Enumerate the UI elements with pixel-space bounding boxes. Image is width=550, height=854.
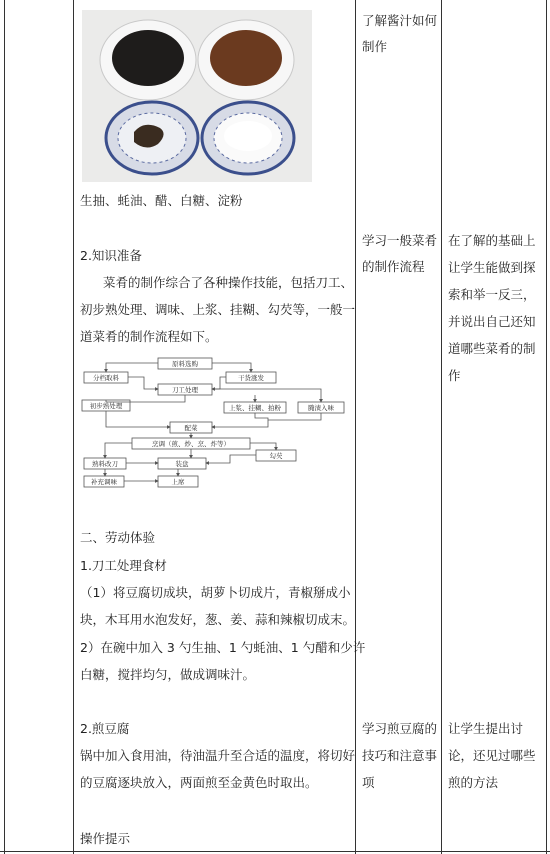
goal-sauce-line-2: 制作	[362, 39, 388, 54]
seasoning-photo	[82, 10, 312, 182]
flow-sort: 分档取料	[93, 374, 119, 382]
step2-line-2: 白糖，搅拌均匀，做成调味汁。	[80, 667, 256, 682]
flow-knife: 刀工处理	[172, 386, 198, 394]
section-labor-heading: 二、劳动体验	[80, 530, 156, 545]
goal-fry-line-1: 学习煎豆腐的	[362, 721, 438, 736]
flow-cook: 烹调（煎、炒、烹、炸等）	[152, 440, 230, 448]
fry-line-2: 的豆腐逐块放入，两面煎至金黄色时取出。	[80, 775, 318, 790]
goal-flow-line-1: 学习一般菜肴	[362, 233, 438, 248]
intent-flow-line-4: 并说出自己还知	[448, 314, 536, 329]
flow-table: 上席	[171, 478, 185, 486]
intent-flow-line-5: 道哪些菜肴的制	[448, 341, 536, 356]
intent-flow-line-3: 索和举一反三，	[448, 287, 536, 302]
fry-line-1: 锅中加入食用油，待油温升至合适的温度，将切好	[80, 748, 356, 763]
flow-pre: 初步熟处理	[89, 402, 123, 410]
intent-flow-line-1: 在了解的基础上	[448, 233, 536, 248]
intent-flow-line-6: 作	[448, 368, 461, 383]
intent-flow-line-2: 让学生能做到探	[448, 260, 536, 275]
table-border-left	[4, 0, 5, 854]
step1-line-2: 块，木耳用水泡发好，葱、姜、蒜和辣椒切成末。	[80, 612, 356, 627]
flow-cut: 熟料改刀	[92, 460, 118, 468]
goal-fry-line-3: 项	[362, 775, 375, 790]
table-divider-2	[355, 0, 356, 854]
table-divider-1	[73, 0, 74, 854]
intent-fry-line-2: 论，还见过哪些	[448, 748, 536, 763]
goal-fry-line-2: 技巧和注意事	[362, 748, 438, 763]
operation-tip-heading: 操作提示	[80, 831, 131, 846]
photo-caption: 生抽、蚝油、醋、白糖、淀粉	[80, 193, 243, 208]
flow-raw: 原料选购	[172, 360, 198, 368]
table-bottom-border	[0, 851, 550, 852]
goal-sauce-line-1: 了解酱汁如何	[362, 13, 438, 28]
flow-dry: 干货涨发	[238, 374, 264, 382]
intent-fry-line-1: 让学生提出讨	[448, 721, 524, 736]
flow-coat: 上浆、挂糊、拍粉	[229, 404, 281, 412]
subsection-fry-heading: 2.煎豆腐	[80, 721, 130, 736]
table-border-right	[546, 0, 547, 854]
goal-flow-line-2: 的制作流程	[362, 259, 425, 274]
cooking-flowchart	[80, 356, 348, 490]
knowledge-para-line-3: 道菜肴的制作流程如下。	[80, 329, 218, 344]
section-knowledge-heading: 2.知识准备	[80, 248, 142, 263]
step2-line-1: 2）在碗中加入 3 勺生抽、1 勺蚝油、1 勺醋和少许	[80, 640, 366, 655]
knowledge-para-line-2: 初步熟处理、调味、上浆、挂糊、勾芡等，一般一	[80, 302, 356, 317]
flow-plate: 配菜	[184, 424, 198, 432]
flow-serve: 装盘	[175, 460, 189, 468]
table-divider-3	[441, 0, 442, 854]
flow-thicken: 勾芡	[269, 452, 283, 460]
knowledge-para-line-1: 菜肴的制作综合了各种操作技能，包括刀工、	[103, 275, 354, 290]
flow-marinate: 腌渍入味	[308, 404, 334, 412]
flow-season: 补充调味	[91, 478, 117, 486]
subsection-knife-heading: 1.刀工处理食材	[80, 558, 167, 573]
intent-fry-line-3: 煎的方法	[448, 775, 499, 790]
step1-line-1: （1）将豆腐切成块，胡萝卜切成片，青椒掰成小	[80, 585, 351, 600]
